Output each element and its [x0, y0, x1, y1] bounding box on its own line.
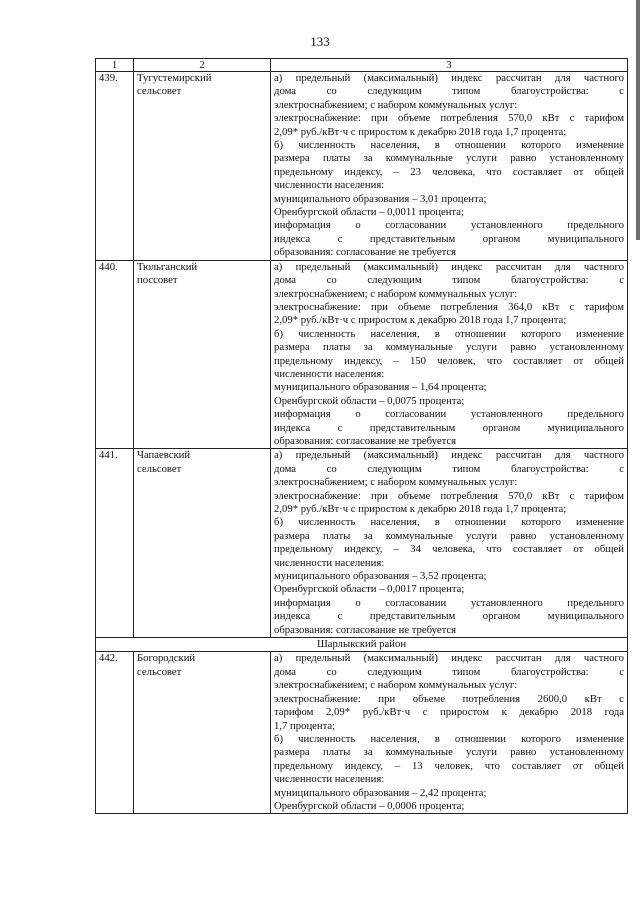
description-line: информация о согласовании установленного предельного: [274, 408, 624, 421]
description-line: размера платы за коммунальные услуги равно установленному: [274, 152, 624, 165]
index-description: [271, 652, 628, 814]
description-line: предельному индексу, – 13 человек, что составляет от общей: [274, 759, 624, 772]
table-row: [96, 449, 628, 638]
description-line: а) предельный (максимальный) индекс рассчитан для частного: [274, 652, 624, 665]
description-line: индекса с представительным органом муниципального: [274, 610, 624, 623]
main-table: [95, 58, 628, 814]
description-line: численности населения:: [274, 367, 385, 380]
description-line: тарифом 2,09* руб./кВт·ч с приростом к декабрю 2018 года: [274, 706, 624, 719]
description-line: численности населения:: [274, 773, 385, 786]
description-line: образования: согласование не требуется: [274, 623, 457, 636]
description-line: численности населения:: [274, 179, 385, 192]
description-line: муниципального образования – 2,42 процента;: [274, 786, 487, 799]
description-line: б) численность населения, в отношении которого изменение: [274, 516, 624, 529]
description-line: предельному индексу, – 34 человека, что составляет от общей: [274, 543, 624, 556]
header-row: [96, 59, 628, 72]
description-line: размера платы за коммунальные услуги равно установленному: [274, 529, 624, 542]
description-line: 2,09* руб./кВт·ч с приростом к декабрю 2018 года 1,7 процента;: [274, 125, 567, 138]
municipality-name-line: Чапаевский: [137, 449, 191, 462]
scan-edge: [636, 0, 640, 240]
description-line: размера платы за коммунальные услуги равно установленному: [274, 341, 624, 354]
description-line: электроснабжение: при объеме потребления 570,0 кВт с тарифом: [274, 112, 624, 125]
index-description: [271, 449, 628, 638]
header-col-1: 1: [96, 59, 134, 72]
municipality-name-line: сельсовет: [137, 462, 182, 475]
header-col-2: 2: [134, 59, 271, 72]
description-line: индекса с представительным органом муниципального: [274, 421, 624, 434]
row-number: 442.: [96, 652, 134, 814]
description-line: дома со следующим типом благоустройства: с: [274, 85, 624, 98]
row-number: 440.: [96, 260, 134, 449]
table-row: [96, 72, 628, 261]
row-number: 439.: [96, 72, 134, 261]
description-line: электроснабжением; с набором коммунальных услуг:: [274, 98, 518, 111]
table-row: [96, 652, 628, 814]
description-line: электроснабжением; с набором коммунальных услуг:: [274, 287, 518, 300]
description-line: электроснабжением; с набором коммунальных услуг:: [274, 476, 518, 489]
description-line: информация о согласовании установленного предельного: [274, 596, 624, 609]
description-line: дома со следующим типом благоустройства: с: [274, 665, 624, 678]
description-line: предельному индексу, – 23 человека, что составляет от общей: [274, 165, 624, 178]
description-line: электроснабжение: при объеме потребления 570,0 кВт с тарифом: [274, 489, 624, 502]
index-description: [271, 72, 628, 261]
row-number: 441.: [96, 449, 134, 638]
municipality-name-line: Тюльганский: [137, 260, 198, 273]
description-line: б) численность населения, в отношении которого изменение: [274, 732, 624, 745]
municipality-name: [134, 449, 271, 638]
description-line: электроснабжение: при объеме потребления 2600,0 кВт с: [274, 692, 624, 705]
index-description: [271, 260, 628, 449]
page-number: 133: [310, 34, 330, 49]
description-line: Оренбургской области – 0,0006 процента;: [274, 799, 465, 812]
municipality-name: [134, 260, 271, 449]
description-line: а) предельный (максимальный) индекс рассчитан для частного: [274, 449, 624, 462]
description-line: муниципального образования – 3,01 процента;: [274, 192, 487, 205]
description-line: дома со следующим типом благоустройства: с: [274, 462, 624, 475]
description-line: образования: согласование не требуется: [274, 246, 457, 259]
description-line: Оренбургской области – 0,0075 процента;: [274, 394, 465, 407]
description-line: размера платы за коммунальные услуги равно установленному: [274, 746, 624, 759]
municipality-name-line: Тугустемирский: [137, 72, 212, 84]
description-line: дома со следующим типом благоустройства: с: [274, 274, 624, 287]
description-line: информация о согласовании установленного предельного: [274, 219, 624, 232]
description-line: Оренбургской области – 0,0017 процента;: [274, 583, 465, 596]
description-line: индекса с представительным органом муниципального: [274, 232, 624, 245]
description-line: 1,7 процента;: [274, 719, 336, 732]
header-col-3: 3: [271, 59, 628, 72]
description-line: предельному индексу, – 150 человек, что составляет от общей: [274, 354, 624, 367]
description-line: образования: согласование не требуется: [274, 434, 457, 447]
description-line: а) предельный (максимальный) индекс рассчитан для частного: [274, 72, 624, 84]
municipality-name-line: сельсовет: [137, 665, 182, 678]
description-line: электроснабжение: при объеме потребления 364,0 кВт с тарифом: [274, 300, 624, 313]
municipality-name: [134, 652, 271, 814]
region-row: [96, 638, 628, 652]
table-row: [96, 260, 628, 449]
municipality-name-line: сельсовет: [137, 85, 182, 98]
description-line: 2,09* руб./кВт·ч с приростом к декабрю 2018 года 1,7 процента;: [274, 314, 567, 327]
municipality-name-line: Богородский: [137, 652, 196, 665]
description-line: муниципального образования – 3,52 процента;: [274, 570, 487, 583]
region-title: Шарлыкский район: [96, 638, 628, 652]
municipality-name: [134, 72, 271, 261]
description-line: электроснабжением; с набором коммунальных услуг:: [274, 679, 518, 692]
description-line: б) численность населения, в отношении которого изменение: [274, 139, 624, 152]
description-line: численности населения:: [274, 556, 385, 569]
description-line: 2,09* руб./кВт·ч с приростом к декабрю 2018 года 1,7 процента;: [274, 503, 567, 515]
description-line: а) предельный (максимальный) индекс рассчитан для частного: [274, 260, 624, 273]
description-line: Оренбургской области – 0,0011 процента;: [274, 206, 464, 219]
municipality-name-line: поссовет: [137, 274, 178, 287]
description-line: муниципального образования – 1,64 процента;: [274, 381, 487, 394]
description-line: б) численность населения, в отношении которого изменение: [274, 327, 624, 340]
